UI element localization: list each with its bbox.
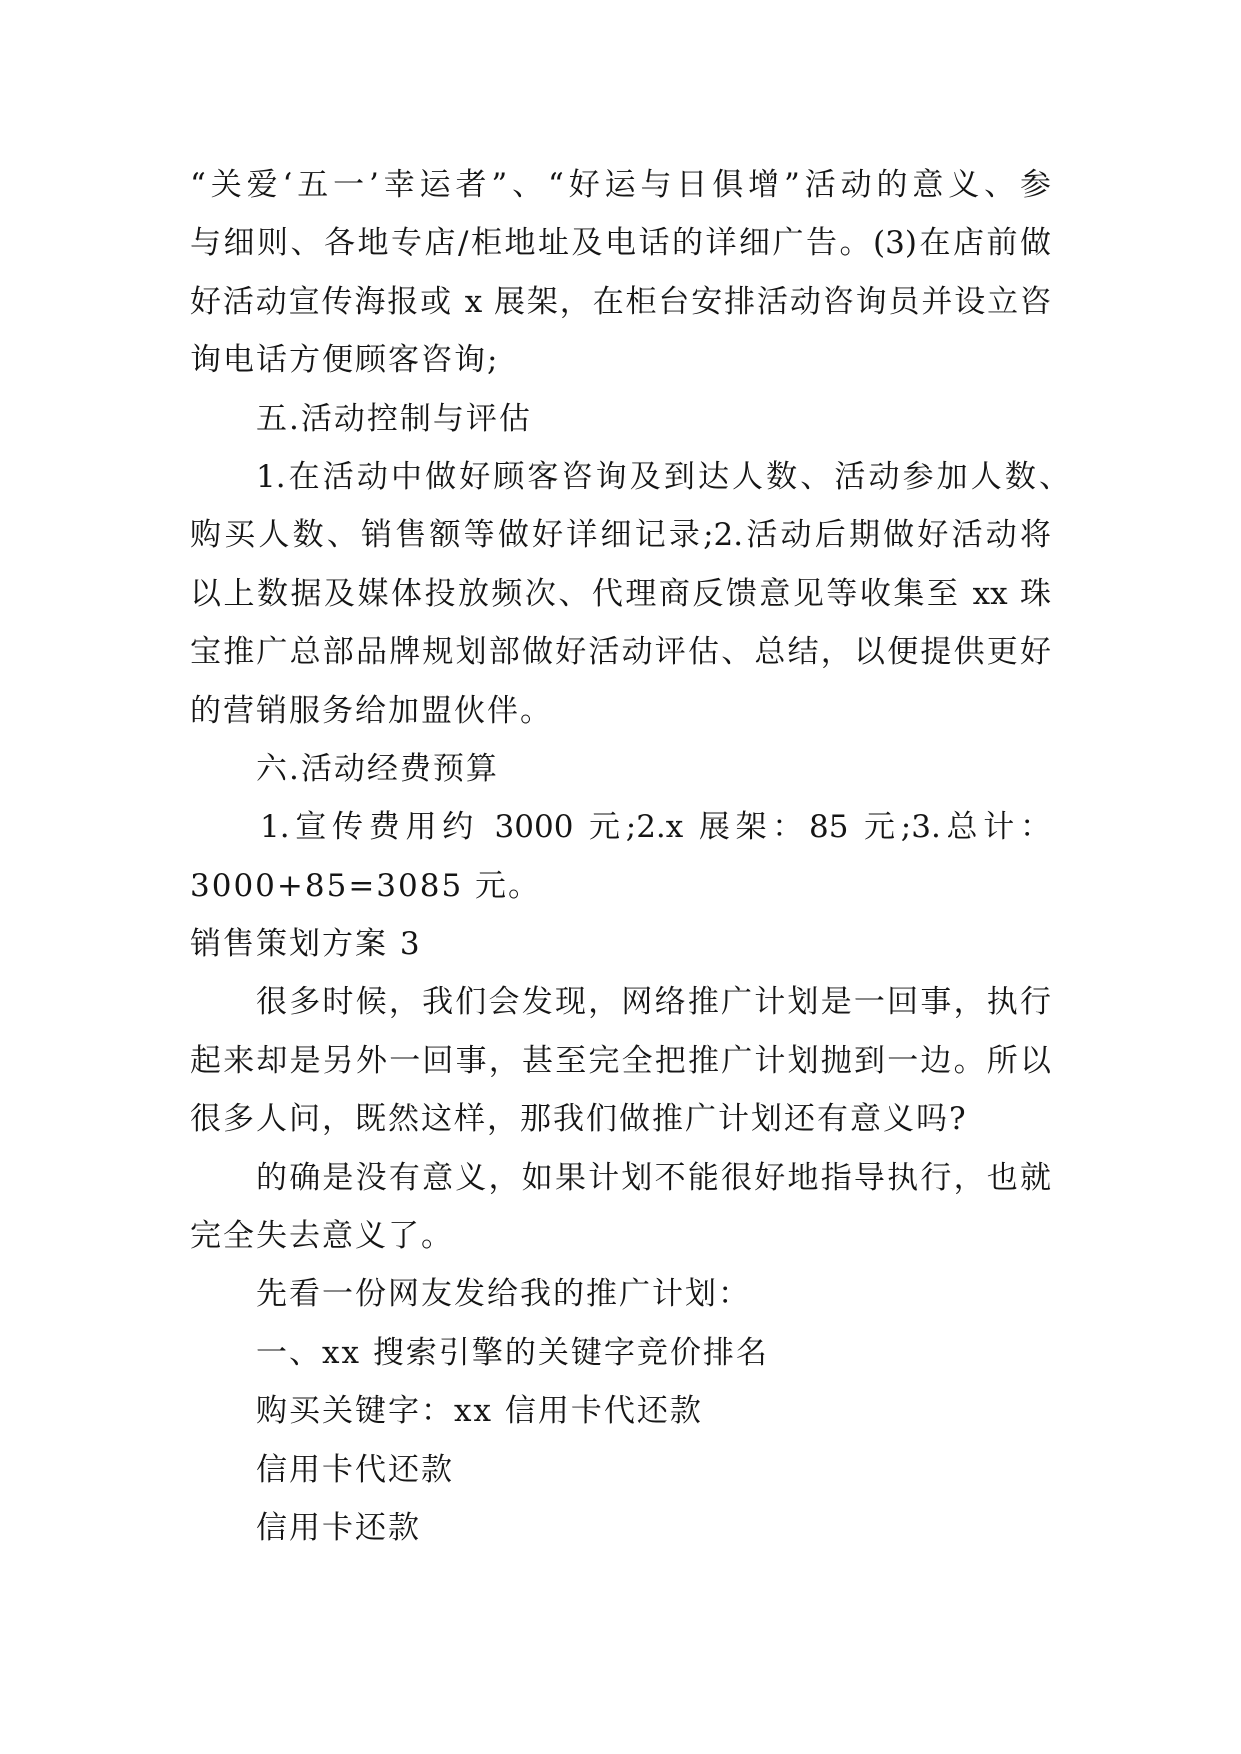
plan-title-text: 销售策划方案 3 [190,926,422,963]
list-item [190,1382,1051,1440]
paragraph [190,1149,1051,1266]
text-line: 好活动宣传海报或 x 展架，在柜台安排活动咨询员并设立咨 [190,283,1051,320]
text-line: 宝推广总部品牌规划部做好活动评估、总结，以便提供更好 [190,634,1051,671]
text-line: 的营销服务给加盟伙伴。 [190,692,553,729]
text-line: 很多时候，我们会发现，网络推广计划是一回事，执行 [256,984,1051,1021]
text-line: 1.在活动中做好顾客咨询及到达人数、活动参加人数、 [256,458,1070,495]
text-line: 购买关键字：xx 信用卡代还款 [256,1393,703,1430]
text-line: 信用卡还款 [256,1509,421,1546]
list-item [190,1324,1051,1382]
text-line: 很多人问，既然这样，那我们做推广计划还有意义吗? [190,1101,968,1138]
section-heading [190,740,1051,798]
text-line: 先看一份网友发给我的推广计划： [256,1276,751,1313]
text-line: 一、xx 搜索引擎的关键字竞价排名 [256,1334,769,1371]
text-line: 1.宣传费用约 3000 元;2.x 展架：85 元;3.总计： [260,809,1051,846]
text-line: 信用卡代还款 [256,1451,454,1488]
plan-title [190,915,1051,973]
document-page [190,156,1070,1557]
section-heading-text: 六.活动经费预算 [256,750,499,787]
list-item [190,1441,1051,1499]
text-line: 以上数据及媒体投放频次、代理商反馈意见等收集至 xx 珠 [190,575,1051,612]
text-line: 询电话方便顾客咨询; [190,342,500,379]
paragraph [190,448,1070,740]
paragraph [190,798,1051,915]
paragraph [190,1265,1051,1323]
text-line: 起来却是另外一回事，甚至完全把推广计划抛到一边。所以 [190,1042,1051,1079]
text-line: 与细则、各地专店/柜地址及电话的详细广告。(3)在店前做 [190,225,1051,262]
list-item [190,1499,1051,1557]
paragraph [190,156,1051,390]
paragraph [190,973,1051,1148]
text-line: “关爱‘五一’幸运者”、“好运与日俱增”活动的意义、参 [190,167,1051,203]
text-line: 3000+85=3085 元。 [190,867,542,904]
section-heading [190,390,1051,448]
section-heading-text: 五.活动控制与评估 [256,400,532,437]
text-line: 购买人数、销售额等做好详细记录;2.活动后期做好活动将 [190,517,1051,554]
text-line: 完全失去意义了。 [190,1218,454,1255]
text-line: 的确是没有意义，如果计划不能很好地指导执行，也就 [256,1159,1051,1196]
